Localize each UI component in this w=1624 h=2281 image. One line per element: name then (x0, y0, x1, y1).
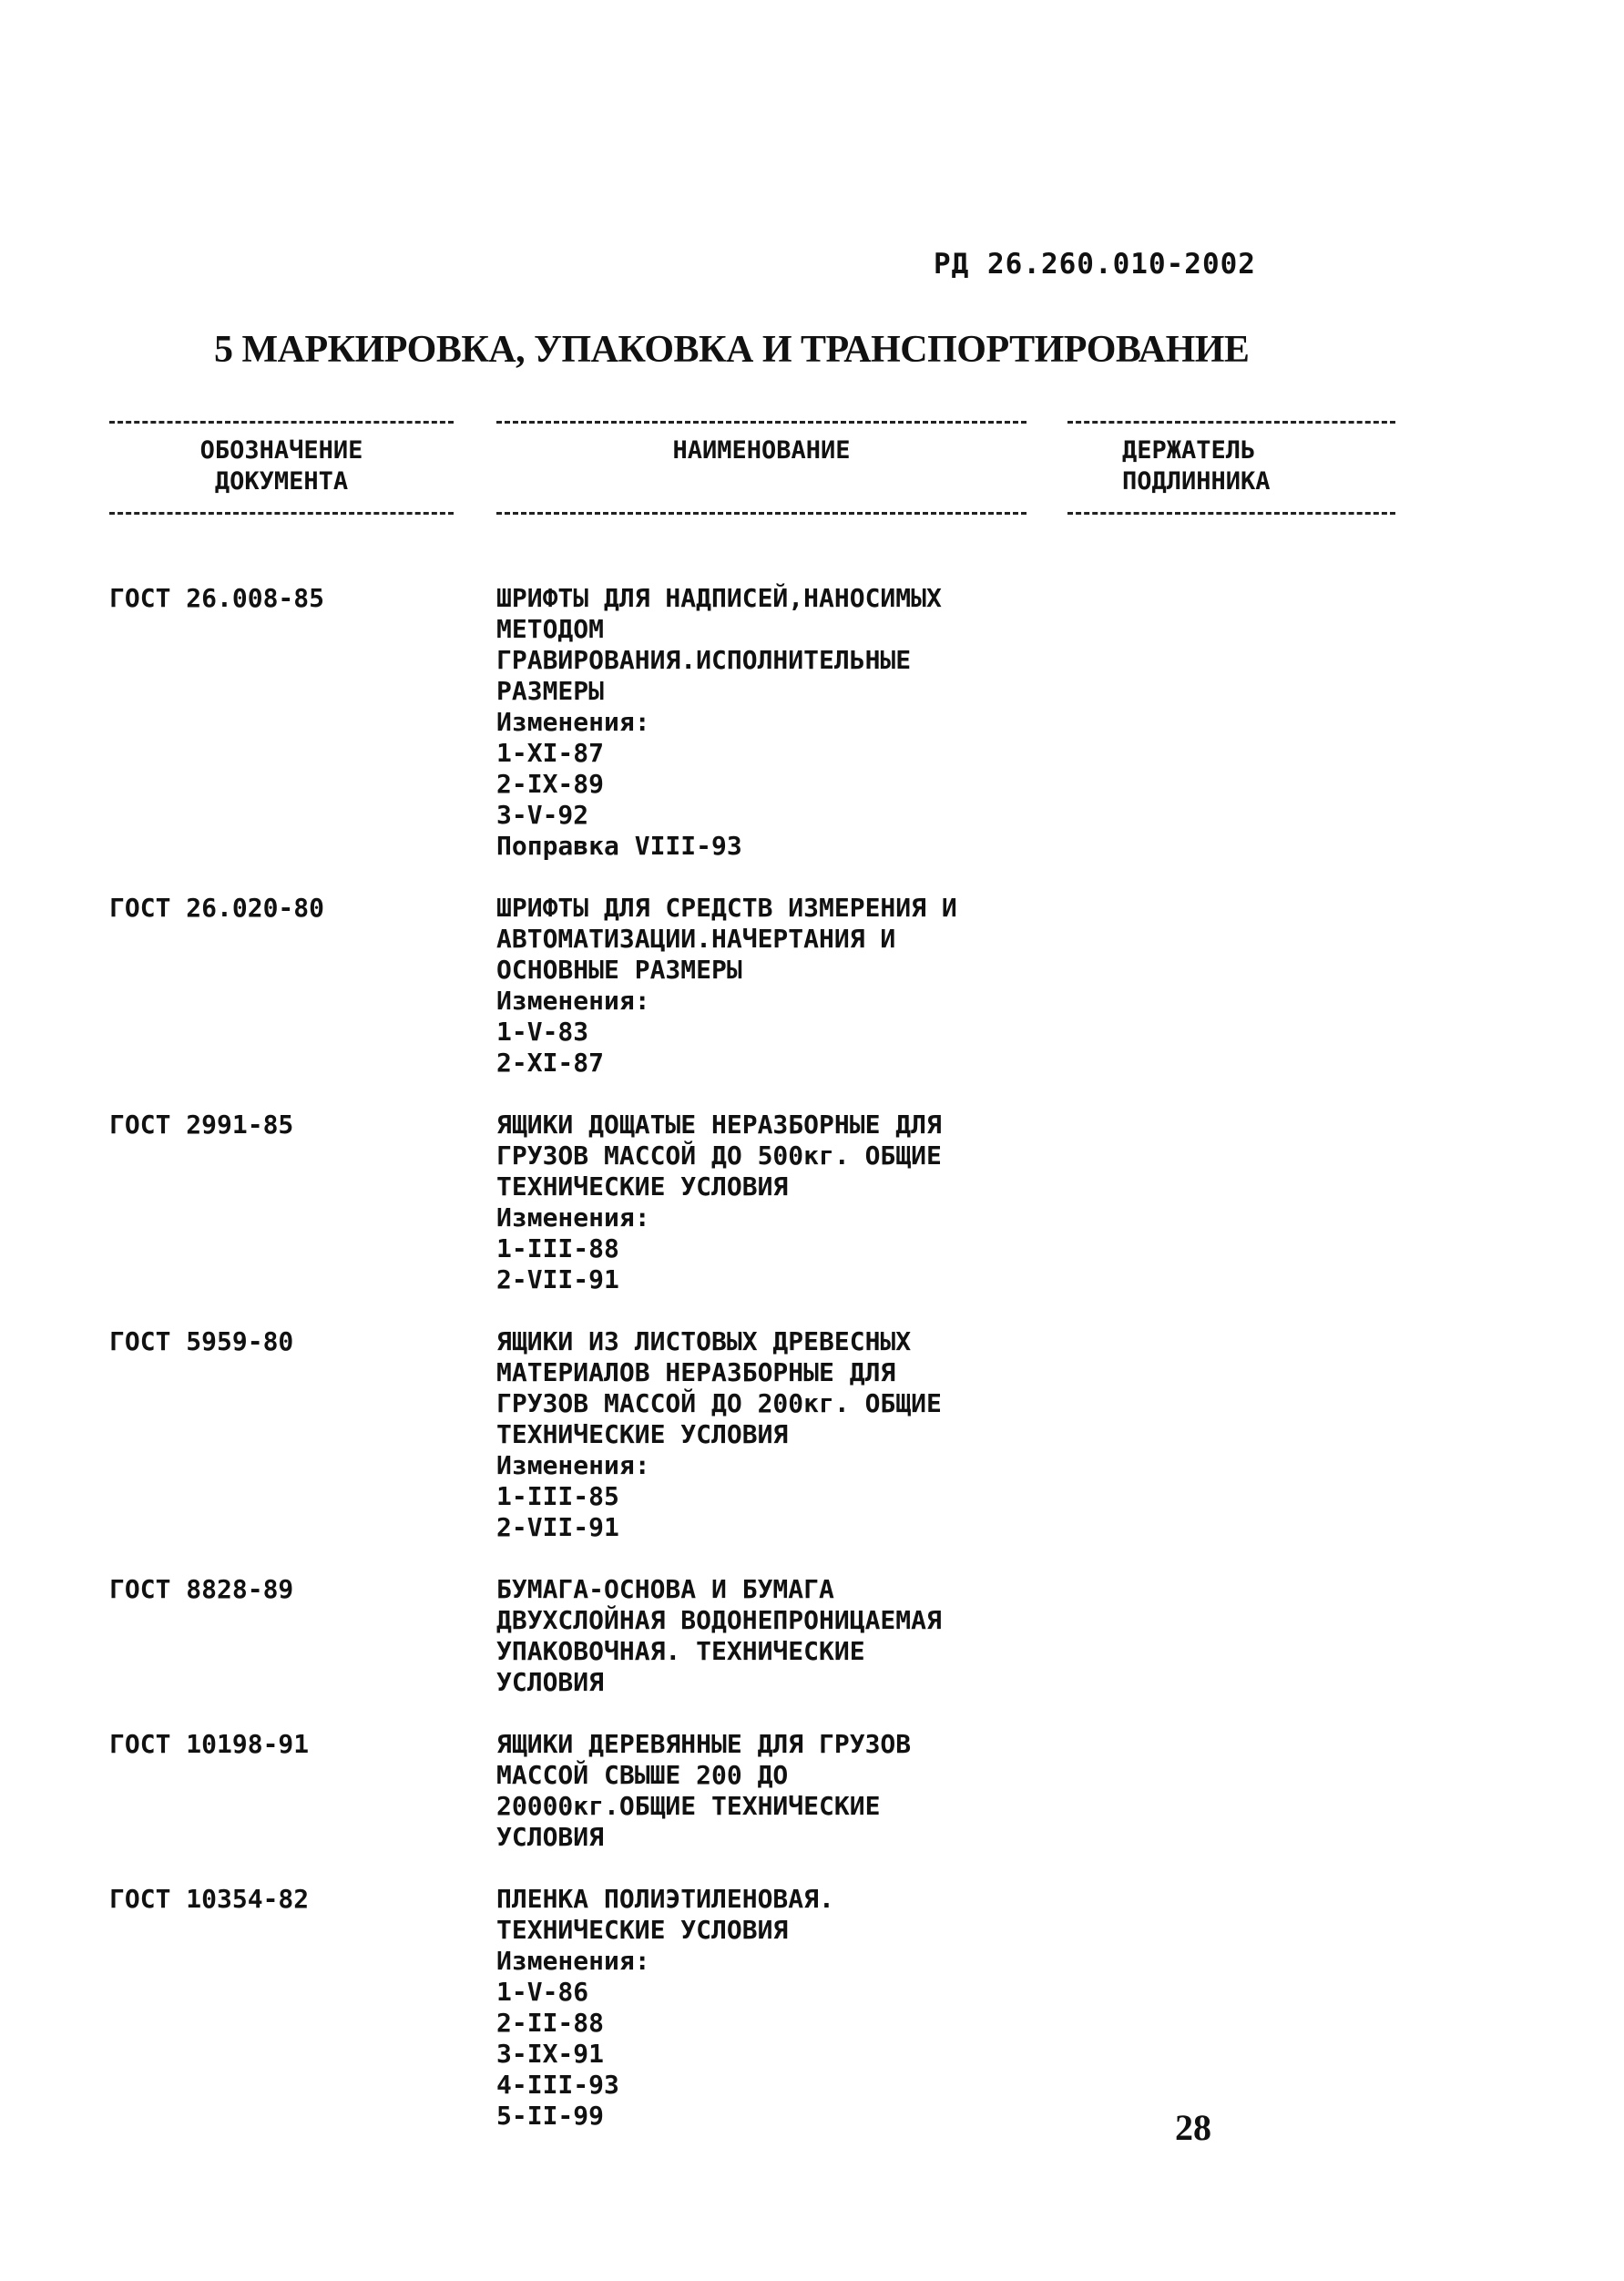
column-header-designation: ОБОЗНАЧЕНИЕ ДОКУМЕНТА (199, 436, 363, 496)
table-row (0, 1326, 1624, 1543)
table-row (0, 893, 1624, 1079)
row-name: ШРИФТЫ ДЛЯ НАДПИСЕЙ,НАНОСИМЫХ МЕТОДОМ ГРАВИРОВАНИЯ.ИСПОЛНИТЕЛЬНЫЕ РАЗМЕРЫ Изменения: 1-XI-87 2-IX-89 3-V-92 Поправка VIII-93 (496, 583, 942, 861)
table-top-rule-col2 (496, 421, 1026, 424)
row-name: ЯЩИКИ ДОЩАТЫЕ НЕРАЗБОРНЫЕ ДЛЯ ГРУЗОВ МАССОЙ ДО 500кг. ОБЩИЕ ТЕХНИЧЕСКИЕ УСЛОВИЯ Изменения: 1-III-88 2-VII-91 (496, 1110, 942, 1294)
section-title: 5 МАРКИРОВКА, УПАКОВКА И ТРАНСПОРТИРОВАНИЕ (214, 329, 1250, 371)
row-designation: ГОСТ 26.008-85 (109, 583, 325, 613)
row-designation: ГОСТ 26.020-80 (109, 893, 325, 923)
page-number: 28 (1175, 2107, 1211, 2148)
column-header-name: НАИМЕНОВАНИЕ (672, 436, 851, 465)
row-name: ЯЩИКИ ДЕРЕВЯННЫЕ ДЛЯ ГРУЗОВ МАССОЙ СВЫШЕ 200 ДО 20000кг.ОБЩИЕ ТЕХНИЧЕСКИЕ УСЛОВИЯ (496, 1729, 912, 1852)
row-name: ШРИФТЫ ДЛЯ СРЕДСТВ ИЗМЕРЕНИЯ И АВТОМАТИЗАЦИИ.НАЧЕРТАНИЯ И ОСНОВНЫЕ РАЗМЕРЫ Изменения: 1-V-83 2-XI-87 (496, 893, 957, 1078)
document-code: РД 26.260.010-2002 (934, 248, 1256, 281)
row-designation: ГОСТ 10198-91 (109, 1729, 310, 1759)
row-name: БУМАГА-ОСНОВА И БУМАГА ДВУХСЛОЙНАЯ ВОДОНЕПРОНИЦАЕМАЯ УПАКОВОЧНАЯ. ТЕХНИЧЕСКИЕ УСЛОВИЯ (496, 1574, 942, 1697)
row-designation: ГОСТ 10354-82 (109, 1884, 310, 1914)
table-row (0, 1574, 1624, 1698)
table-top-rule-col3 (1067, 421, 1395, 424)
row-designation: ГОСТ 2991-85 (109, 1110, 294, 1140)
table-body (0, 583, 1624, 2163)
row-designation: ГОСТ 5959-80 (109, 1326, 294, 1356)
table-row (0, 1110, 1624, 1295)
table-top-rule-col1 (109, 421, 454, 424)
row-name: ПЛЕНКА ПОЛИЭТИЛЕНОВАЯ. ТЕХНИЧЕСКИЕ УСЛОВИЯ Изменения: 1-V-86 2-II-88 3-IX-91 4-III-93 5-II-99 (496, 1884, 834, 2131)
row-designation: ГОСТ 8828-89 (109, 1574, 294, 1604)
column-header-holder: ДЕРЖАТЕЛЬ ПОДЛИННИКА (1122, 436, 1271, 496)
table-header-rule-col3 (1067, 512, 1395, 515)
table-header-rule-col2 (496, 512, 1026, 515)
table-row (0, 1729, 1624, 1853)
row-name: ЯЩИКИ ИЗ ЛИСТОВЫХ ДРЕВЕСНЫХ МАТЕРИАЛОВ НЕРАЗБОРНЫЕ ДЛЯ ГРУЗОВ МАССОЙ ДО 200кг. ОБЩИЕ ТЕХНИЧЕСКИЕ УСЛОВИЯ Изменения: 1-III-85 2-VII-91 (496, 1326, 942, 1542)
table-row (0, 1884, 1624, 2132)
table-header-rule-col1 (109, 512, 454, 515)
table-row (0, 583, 1624, 862)
